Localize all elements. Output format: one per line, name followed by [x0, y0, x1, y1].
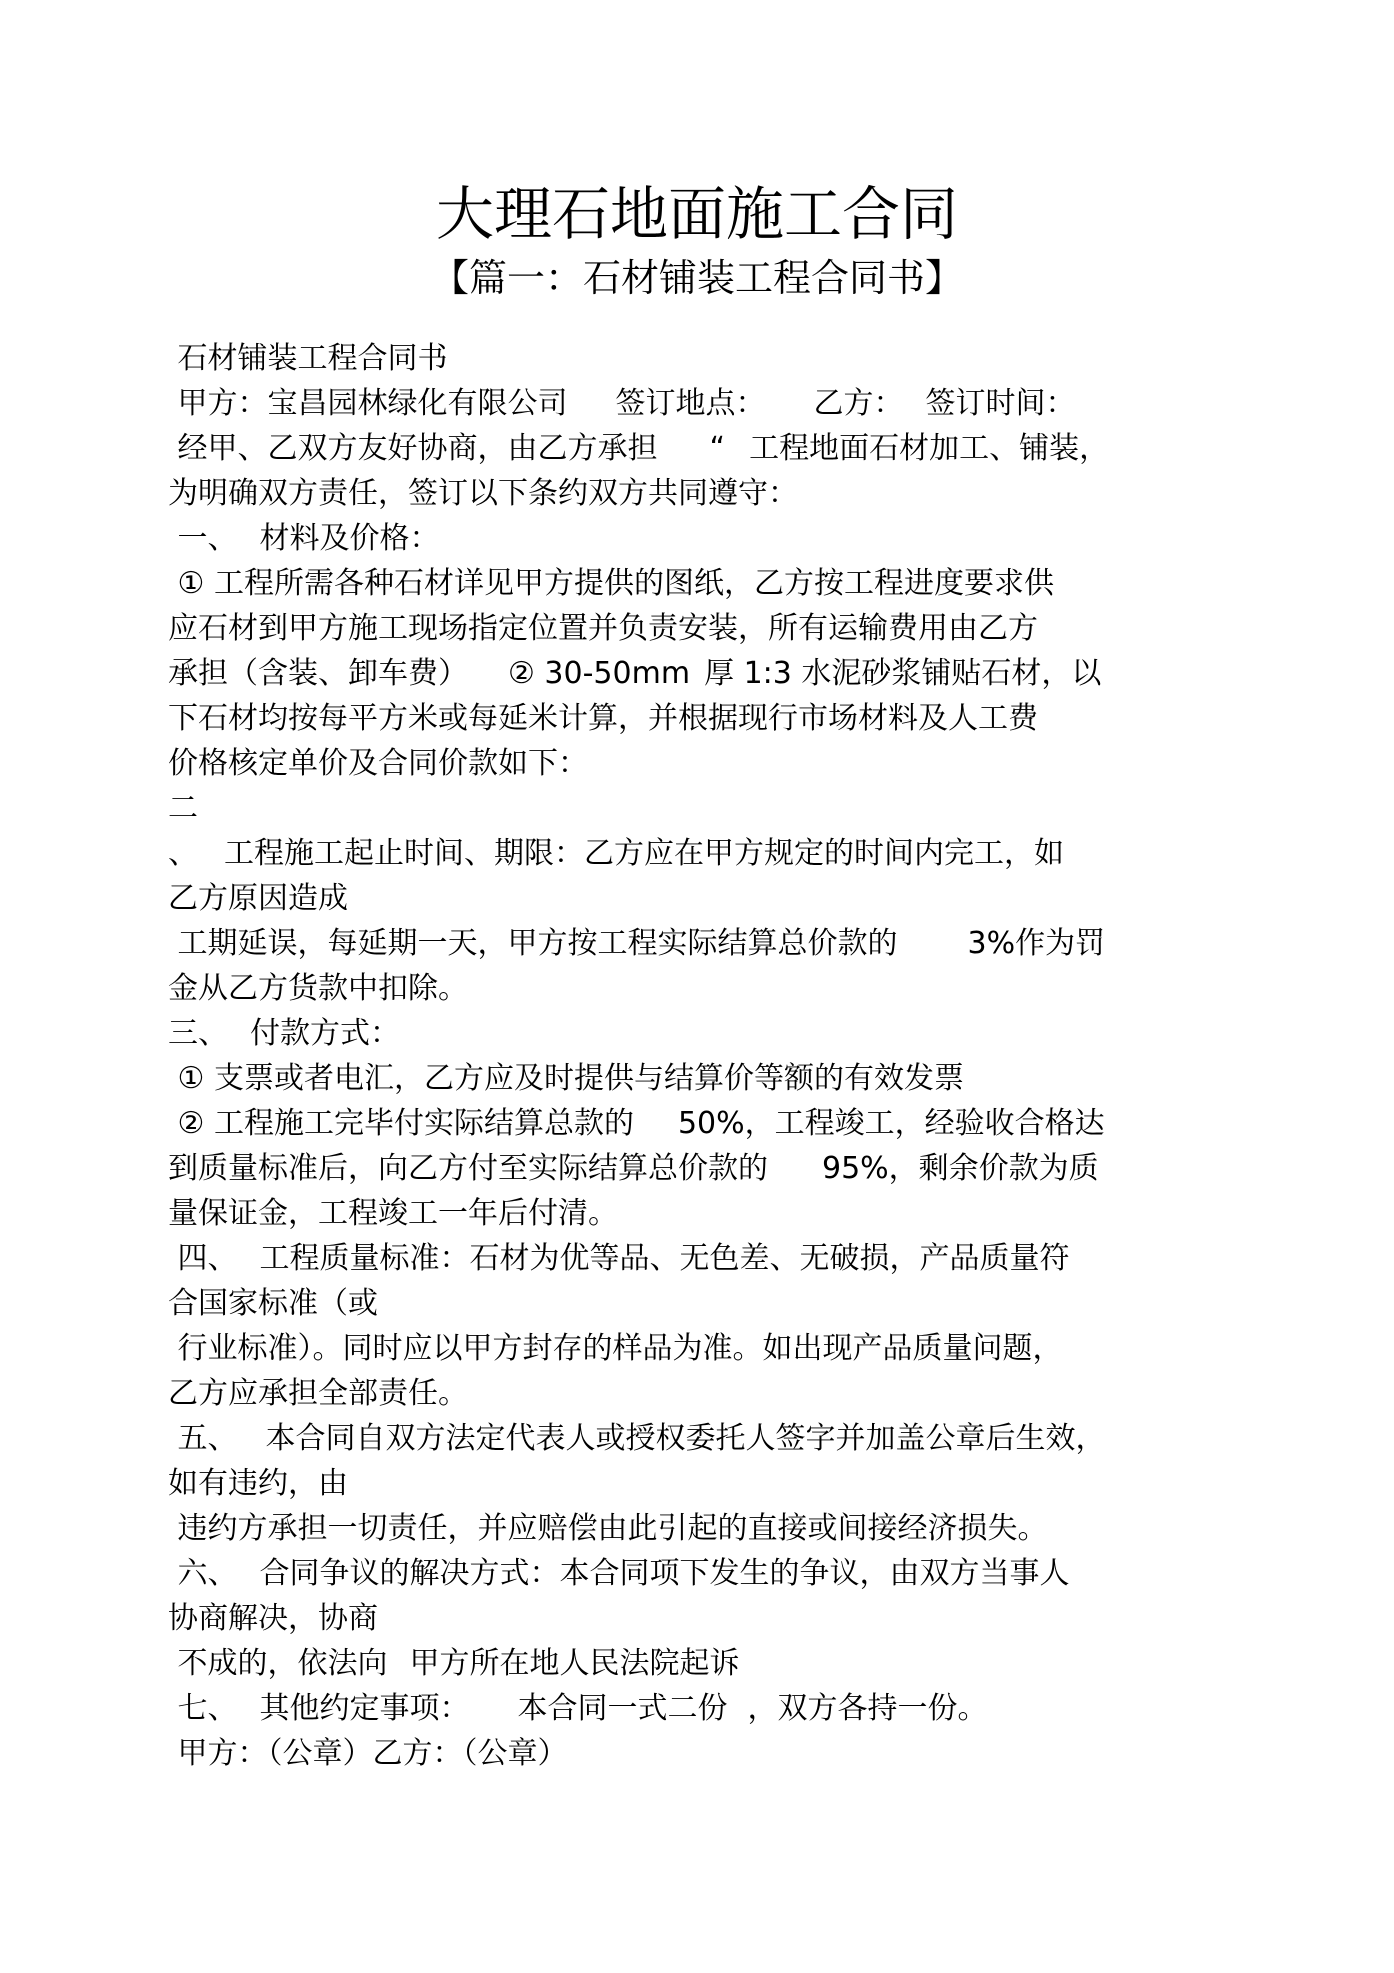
text-fragment: 承担（含装、卸车费）	[168, 656, 468, 691]
text-fragment: 甲方所在地人民法院起诉	[409, 1646, 740, 1681]
text-fragment: 50%，工程竣工，经验收合格达	[677, 1106, 1105, 1141]
contract-body	[168, 336, 1228, 1776]
text-fragment: 95%，剩余价款为质	[822, 1151, 1099, 1186]
text-line	[168, 1641, 1228, 1686]
text-line	[168, 1281, 1228, 1326]
text-line	[168, 1596, 1228, 1641]
text-fragment: ② 工程施工完毕付实际结算总款的	[168, 1106, 634, 1141]
text-line	[168, 741, 1228, 786]
text-fragment: 乙方应承担全部责任。	[168, 1376, 468, 1411]
text-fragment: 付款方式：	[250, 1016, 400, 1051]
text-fragment: 乙方：	[813, 386, 904, 421]
text-fragment: ② 30-50mm	[508, 656, 691, 691]
text-fragment: 材料及价格：	[259, 521, 440, 556]
text-fragment: 三、	[168, 1016, 228, 1051]
text-fragment: 协商解决，协商	[168, 1601, 378, 1636]
text-fragment: 合国家标准（或	[168, 1286, 378, 1321]
text-line	[168, 876, 1228, 921]
text-fragment: 乙方原因造成	[168, 881, 348, 916]
text-fragment: 工程地面石材加工、铺装，	[749, 431, 1110, 466]
text-line	[168, 1551, 1228, 1596]
text-line	[168, 1191, 1228, 1236]
text-fragment: 甲方：宝昌园林绿化有限公司	[168, 386, 568, 421]
document-subtitle: 【篇一：石材铺装工程合同书】	[430, 256, 963, 300]
document-title: 大理石地面施工合同	[435, 180, 958, 248]
text-fragment: ① 支票或者电汇，乙方应及时提供与结算价等额的有效发票	[168, 1061, 964, 1096]
text-fragment: 五、	[168, 1421, 238, 1456]
text-line	[168, 561, 1228, 606]
text-line	[168, 606, 1228, 651]
text-line	[168, 1506, 1228, 1551]
text-line	[168, 1686, 1228, 1731]
text-line	[168, 1056, 1228, 1101]
text-fragment: 价格核定单价及合同价款如下：	[168, 746, 588, 781]
text-line	[168, 1326, 1228, 1371]
text-fragment: 不成的，依法向	[168, 1646, 388, 1681]
text-fragment: 应石材到甲方施工现场指定位置并负责安装，所有运输费用由乙方	[168, 611, 1038, 646]
text-line	[168, 336, 1228, 381]
text-fragment: ，双方各持一份。	[747, 1691, 988, 1726]
text-line	[168, 426, 1228, 471]
text-line	[168, 1146, 1228, 1191]
text-fragment: 经甲、乙双方友好协商，由乙方承担	[168, 431, 658, 466]
text-line	[168, 1236, 1228, 1281]
text-line	[168, 516, 1228, 561]
text-fragment: 甲方：（公章）乙方：（公章）	[168, 1736, 568, 1771]
text-fragment: ① 工程所需各种石材详见甲方提供的图纸，乙方按工程进度要求供	[168, 566, 1054, 601]
text-fragment: 工程质量标准：石材为优等品、无色差、无破损，产品质量符	[259, 1241, 1070, 1276]
text-fragment: 为明确双方责任，签订以下条约双方共同遵守：	[168, 476, 798, 511]
text-fragment: 工期延误，每延期一天，甲方按工程实际结算总价款的	[168, 926, 898, 961]
text-fragment: 、	[168, 836, 198, 871]
text-fragment: 行业标准）。同时应以甲方封存的样品为准。如出现产品质量问题，	[168, 1331, 1063, 1366]
text-fragment: 合同争议的解决方式：本合同项下发生的争议，由双方当事人	[259, 1556, 1070, 1591]
text-fragment: 签订地点：	[615, 386, 766, 421]
text-fragment: 量保证金，工程竣工一年后付清。	[168, 1196, 618, 1231]
text-line	[168, 786, 1228, 831]
text-fragment: 到质量标准后，向乙方付至实际结算总价款的	[168, 1151, 768, 1186]
text-line	[168, 381, 1228, 426]
text-line	[168, 831, 1228, 876]
text-fragment: 金从乙方货款中扣除。	[168, 971, 468, 1006]
text-fragment: “	[709, 431, 726, 466]
text-fragment: 本合同自双方法定代表人或授权委托人签字并加盖公章后生效，	[265, 1421, 1106, 1456]
text-fragment: 二	[168, 791, 198, 826]
text-line	[168, 966, 1228, 1011]
text-fragment: 六、	[168, 1556, 238, 1591]
text-fragment: 工程施工起止时间、期限：乙方应在甲方规定的时间内完工，如	[224, 836, 1064, 871]
text-line	[168, 471, 1228, 516]
text-fragment: 下石材均按每平方米或每延米计算，并根据现行市场材料及人工费	[168, 701, 1038, 736]
text-fragment: 3%作为罚	[967, 926, 1106, 961]
text-fragment: 违约方承担一切责任，并应赔偿由此引起的直接或间接经济损失。	[168, 1511, 1048, 1546]
text-line	[168, 1461, 1228, 1506]
text-line	[168, 1011, 1228, 1056]
text-fragment: 一、	[168, 521, 238, 556]
text-line	[168, 1731, 1228, 1776]
text-fragment: 四、	[168, 1241, 238, 1276]
text-line	[168, 1101, 1228, 1146]
text-fragment: 本合同一式二份	[517, 1691, 728, 1726]
text-fragment: 七、	[168, 1691, 238, 1726]
text-fragment: 签订时间：	[925, 386, 1076, 421]
text-fragment: 如有违约，由	[168, 1466, 348, 1501]
text-fragment: 其他约定事项：	[259, 1691, 470, 1726]
text-line	[168, 696, 1228, 741]
text-line	[168, 921, 1228, 966]
text-fragment: 厚 1:3 水泥砂浆铺贴石材，以	[704, 656, 1102, 691]
text-line	[168, 1371, 1228, 1416]
text-line	[168, 651, 1228, 696]
text-fragment: 石材铺装工程合同书	[168, 341, 448, 376]
text-line	[168, 1416, 1228, 1461]
